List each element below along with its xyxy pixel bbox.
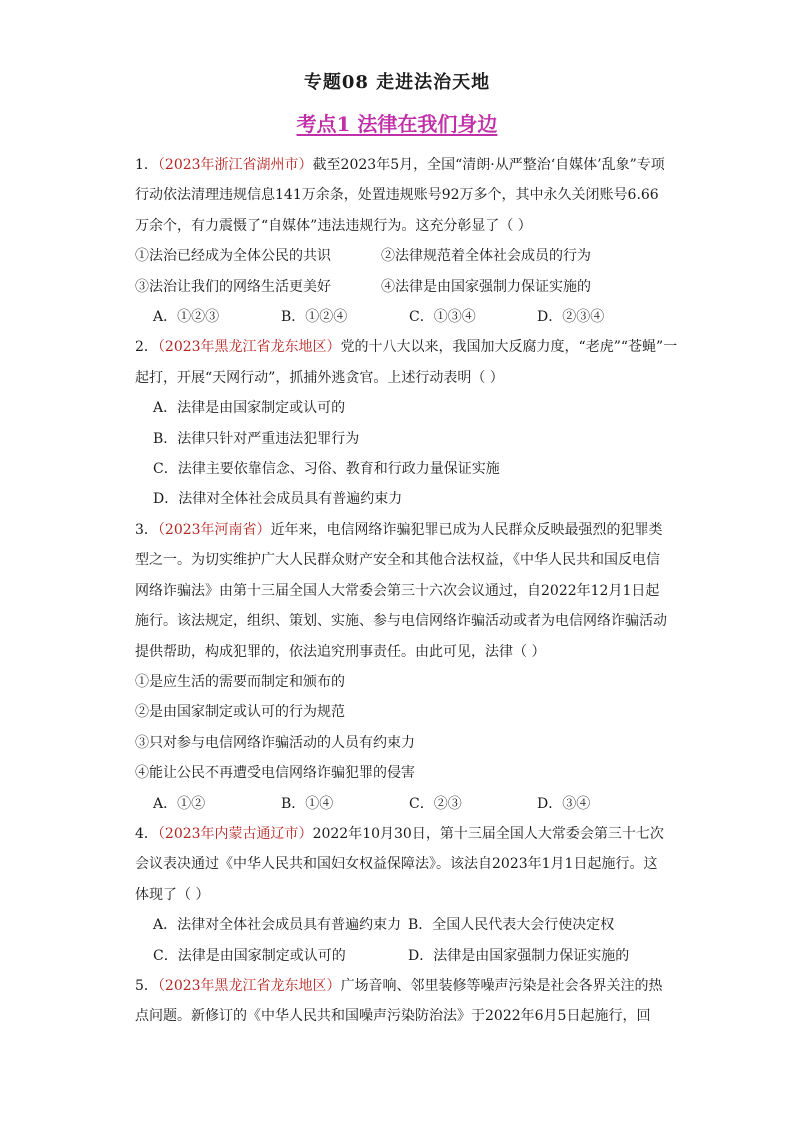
statement: ②是由国家制定或认可的行为规范 — [135, 704, 345, 721]
statement: ③只对参与电信网络诈骗活动的人员有约束力 — [135, 734, 415, 751]
option-c[interactable]: C．法律主要依靠信念、习俗、教育和行政力量保证实施 — [153, 461, 500, 478]
question-source: （2023年浙江省湖州市） — [157, 157, 313, 173]
statement: ④能让公民不再遭受电信网络诈骗犯罪的侵害 — [135, 765, 415, 782]
statement: ①是应生活的需要而制定和颁布的 — [135, 673, 345, 690]
question-stem-line — [135, 150, 665, 180]
question-source: （2023年内蒙古通辽市） — [157, 825, 313, 842]
section-subtitle-text: 考点1 法律在我们身边 — [296, 112, 498, 136]
option-row — [135, 789, 665, 819]
question-stem-line: 点问题。新修订的《中华人民共和国噪声污染防治法》于2022年6月5日起施行，回 — [135, 1008, 651, 1025]
question-1 — [135, 150, 665, 332]
option-row — [135, 302, 665, 332]
question-stem-line: 提供帮助，构成犯罪的，依法追究刑事责任。由此可见，法律（ ） — [135, 643, 546, 660]
section-subtitle — [0, 108, 794, 137]
question-stem-line: 会议表决通过《中华人民共和国妇女权益保障法》。该法自2023年1月1日起施行。这 — [135, 856, 658, 873]
question-text: 党的十八大以来，我国加大反腐力度，“老虎”“苍蝇”一 — [340, 339, 678, 356]
question-stem-line: 起打，开展“天网行动”，抓捕外逃贪官。上述行动表明（ ） — [135, 369, 504, 386]
option-b[interactable]: B．①②④ — [281, 309, 348, 326]
question-stem-line — [135, 332, 678, 362]
question-list — [135, 150, 678, 1032]
question-stem-line — [135, 515, 665, 545]
option-a[interactable]: A．①②③ — [153, 309, 220, 326]
statement: ②法律规范着全体社会成员的行为 — [381, 248, 591, 265]
question-stem-line: 体现了（ ） — [135, 886, 210, 903]
question-text: 近年来，电信网络诈骗犯罪已成为人民群众反映最强烈的犯罪类 — [270, 521, 663, 538]
question-source: （2023年河南省） — [157, 521, 271, 538]
question-source: （2023年黑龙江省龙东地区） — [157, 339, 341, 356]
question-text: 广场音响、邻里装修等噪声污染是社会各界关注的热 — [340, 977, 663, 994]
question-source: （2023年黑龙江省龙东地区） — [157, 977, 341, 994]
statement-row — [135, 272, 665, 302]
question-stem-line: 万余个，有力震慑了“自媒体”违法违规行为。这充分彰显了（ ） — [135, 217, 532, 234]
option-row — [135, 941, 665, 971]
option-row — [135, 910, 665, 940]
option-b[interactable]: B．①④ — [281, 795, 334, 812]
question-stem-line — [135, 819, 665, 849]
statement-row — [135, 241, 665, 271]
question-number: 4． — [135, 825, 158, 842]
statement: ①法治已经成为全体公民的共识 — [135, 248, 331, 265]
question-stem-line: 网络诈骗法》由第十三届全国人大常委会第三十六次会议通过，自2022年12月1日起 — [135, 582, 660, 599]
question-3 — [135, 515, 665, 819]
question-5 — [135, 971, 665, 1032]
option-d[interactable]: D．法律对全体社会成员具有普遍约束力 — [153, 491, 403, 508]
question-number: 2． — [135, 339, 158, 356]
question-4 — [135, 819, 665, 971]
question-text: 2022年10月30日，第十三届全国人大常委会第三十七次 — [312, 825, 664, 842]
question-number: 5． — [135, 977, 158, 994]
question-stem-line — [135, 971, 665, 1001]
question-stem-line: 型之一。为切实维护广大人民群众财产安全和其他合法权益，《中华人民共和国反电信 — [135, 552, 660, 569]
option-b[interactable]: B．法律只针对严重违法犯罪行为 — [153, 430, 360, 447]
question-text: 截至2023年5月，全国“清朗·从严整治‘自媒体’乱象”专项 — [312, 157, 665, 173]
option-c[interactable]: C．法律是由国家制定或认可的 — [153, 947, 346, 964]
option-d[interactable]: D．③④ — [537, 795, 591, 812]
option-a[interactable]: A．法律对全体社会成员具有普遍约束力 — [153, 917, 402, 934]
page-title: 专题08 走进法治天地 — [303, 72, 491, 93]
statement: ④法律是由国家强制力保证实施的 — [381, 278, 591, 295]
option-c[interactable]: C．①③④ — [409, 309, 476, 326]
option-b[interactable]: B．全国人民代表大会行使决定权 — [408, 917, 615, 934]
question-stem-line: 行动依法清理违规信息141万余条，处置违规账号92万多个，其中永久关闭账号6.66 — [135, 187, 659, 204]
option-a[interactable]: A．法律是由国家制定或认可的 — [153, 400, 346, 417]
question-stem-line: 施行。该法规定，组织、策划、实施、参与电信网络诈骗活动或者为电信网络诈骗活动 — [135, 613, 667, 630]
option-d[interactable]: D．法律是由国家强制力保证实施的 — [408, 947, 630, 964]
option-c[interactable]: C．②③ — [409, 795, 462, 812]
option-d[interactable]: D．②③④ — [537, 309, 605, 326]
statement: ③法治让我们的网络生活更美好 — [135, 278, 331, 295]
question-number: 1． — [135, 157, 158, 173]
question-2 — [135, 332, 678, 514]
option-a[interactable]: A．①② — [153, 795, 206, 812]
question-number: 3． — [135, 521, 158, 538]
